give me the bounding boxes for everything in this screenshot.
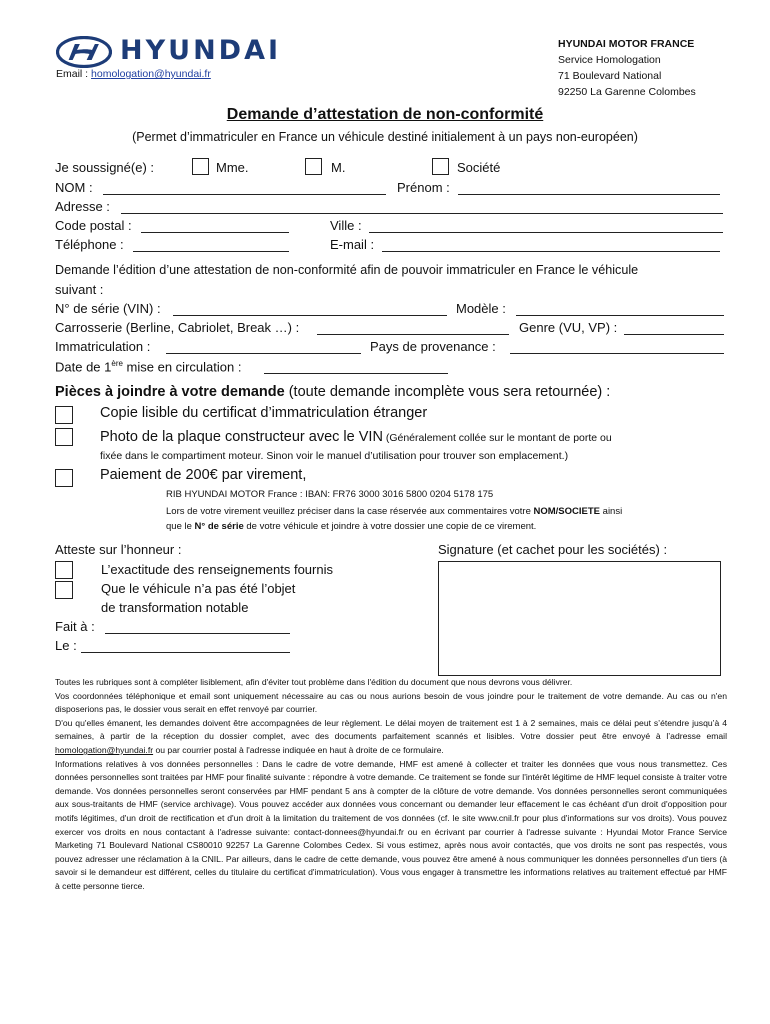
legal-email-link[interactable]: homologation@hyundai.fr bbox=[55, 744, 154, 755]
virement-instructions-2 bbox=[166, 521, 536, 532]
vin-label: N° de série (VIN) : bbox=[55, 301, 161, 316]
atteste-heading: Atteste sur l’honneur : bbox=[55, 542, 182, 557]
paiement-label: Paiement de 200€ par virement, bbox=[100, 467, 307, 483]
email-field-label: E-mail : bbox=[330, 237, 375, 252]
signature-label: Signature (et cachet pour les sociétés) : bbox=[438, 542, 668, 557]
code-postal-label: Code postal : bbox=[55, 218, 132, 233]
legal-p2: Vos coordonnées téléphonique et email sont uniquement nécessaire au cas ou nous aurions besoin de vous joindre pour le traitement de votre demande. Au cas ou n'en disposerions pas, le dossier vous serait en effet renvoyé par courrier. bbox=[55, 690, 727, 715]
m-label: M. bbox=[331, 160, 346, 175]
virement-text-b: ainsi bbox=[600, 506, 623, 517]
header-email bbox=[56, 68, 211, 80]
virement-numero-serie: N° de série bbox=[194, 521, 244, 532]
telephone-field[interactable] bbox=[133, 240, 289, 252]
pieces-heading-rest: (toute demande incomplète vous sera retournée) : bbox=[284, 384, 611, 400]
nom-label: NOM : bbox=[55, 180, 93, 195]
prenom-label: Prénom : bbox=[397, 180, 450, 195]
hyundai-emblem-icon bbox=[56, 36, 112, 68]
immatriculation-field[interactable] bbox=[166, 342, 361, 354]
certificat-checkbox[interactable] bbox=[55, 406, 73, 424]
photo-plaque-text: Photo de la plaque constructeur avec le VIN bbox=[100, 429, 383, 445]
fait-label: Fait à : bbox=[55, 619, 95, 634]
fait-field[interactable] bbox=[105, 622, 290, 634]
certificat-label: Copie lisible du certificat d’immatriculation étranger bbox=[100, 405, 428, 421]
code-postal-field[interactable] bbox=[141, 221, 289, 233]
genre-field[interactable] bbox=[624, 323, 724, 335]
legal-p3a: D'ou qu'elles émanent, les demandes doivent être accompagnées de leur règlement. Le délai moyen de traitement est 1 à 2 semaines, mais ce délai peut s’étendre jusqu’à 4 semaines, à partir de la réception du dossier complet, avec des documents parfaitement scannés et lisibles. Votre dossier peut être envoyé à l’adresse email bbox=[55, 717, 727, 742]
paiement-checkbox[interactable] bbox=[55, 469, 73, 487]
provenance-field[interactable] bbox=[510, 342, 724, 354]
company-city: 92250 La Garenne Colombes bbox=[558, 86, 696, 98]
photo-plaque-label bbox=[100, 428, 612, 446]
exactitude-checkbox[interactable] bbox=[55, 561, 73, 579]
societe-label: Société bbox=[457, 160, 501, 175]
signature-box[interactable] bbox=[438, 561, 721, 676]
legal-p4: Informations relatives à vos données personnelles : Dans le cadre de votre demande, HMF est amené à collecter et traiter les données que vous nous transmettez. Ces données personnelles sont traitées par HMF pour finalité suivante : répondre à votre demande. Ce traitement se fonde sur l'intérêt légitime de HMF lequel consiste à traiter votre demande. Vos données personnelles seront conservées par HMF pendant 5 ans à compter de la clôture de votre demande. Vos données personnelles seront communiquées aux sous-traitants de HMF (service archivage). Vous pouvez accéder aux données vous concernant ou demander leur effacement le cas échéant d'un droit d'opposition pour motifs légitimes, d'un droit de rectification et d'un droit à la limitation du traitement de vos données (cf. le site www.cnil.fr pour plus d'informations sur vos droits). Vous pouvez exercer vos droits en nous contactant à l'adresse suivante: contact-donnees@hyundai.fr ou en écrivant par courrier à l'adresse suivante : Hyundai Motor France Service Marketing 71 Boulevard National CS80010 92257 La Garenne Colombes Cedex. Si vous estimez, après nous avoir contactés, que vos droits ne sont pas respectés, vous pouvez adresser une réclamation à la CNIL. Par ailleurs, dans le cadre de cette demande, vous pouvez être amené à nous communiquer les données personnelles d'un tiers (à savoir si le demandeur est différent, celles du titulaire du certificat d'immatriculation). Vous vous engager à transmettre les informations relatives au traitement effectué par HMF à cette personne tierce. bbox=[55, 758, 727, 891]
photo-plaque-note-line2: fixée dans le compartiment moteur. Sinon voir le manuel d’utilisation pour trouver son emplacement.) bbox=[100, 450, 569, 462]
telephone-label: Téléphone : bbox=[55, 237, 124, 252]
nom-field[interactable] bbox=[103, 183, 386, 195]
brand-wordmark: HYUNDAI bbox=[120, 35, 282, 66]
exactitude-label: L’exactitude des renseignements fournis bbox=[101, 562, 333, 577]
page-subtitle: (Permet d’immatriculer en France un véhicule destiné initialement à un pays non-européen) bbox=[132, 130, 638, 144]
photo-plaque-checkbox[interactable] bbox=[55, 428, 73, 446]
mme-label: Mme. bbox=[216, 160, 249, 175]
mme-checkbox[interactable] bbox=[192, 158, 209, 175]
adresse-label: Adresse : bbox=[55, 199, 110, 214]
modele-label: Modèle : bbox=[456, 301, 506, 316]
immatriculation-label: Immatriculation : bbox=[55, 339, 151, 354]
date-prefix: Date de 1 bbox=[55, 359, 112, 375]
carrosserie-field[interactable] bbox=[317, 323, 509, 335]
company-service: Service Homologation bbox=[558, 54, 661, 66]
carrosserie-label: Carrosserie (Berline, Cabriolet, Break …) : bbox=[55, 320, 300, 335]
legal-notice bbox=[55, 676, 727, 894]
soussigne-label: Je soussigné(e) : bbox=[55, 160, 154, 175]
date-suffix: mise en circulation : bbox=[122, 359, 242, 375]
genre-label: Genre (VU, VP) : bbox=[519, 320, 618, 335]
company-street: 71 Boulevard National bbox=[558, 70, 662, 82]
prenom-field[interactable] bbox=[458, 183, 720, 195]
date-circulation-field[interactable] bbox=[264, 362, 448, 374]
ville-field[interactable] bbox=[369, 221, 723, 233]
virement-text-a: Lors de votre virement veuillez préciser dans la case réservée aux commentaires votre bbox=[166, 506, 534, 517]
pieces-heading-bold: Pièces à joindre à votre demande bbox=[55, 384, 285, 400]
transformation-label-2: de transformation notable bbox=[101, 600, 249, 615]
virement-text-c: que le bbox=[166, 521, 195, 532]
virement-nom-societe: NOM/SOCIETE bbox=[533, 506, 601, 517]
vehicle-intro-line2: suivant : bbox=[55, 282, 104, 297]
page-title: Demande d’attestation de non-conformité bbox=[226, 106, 544, 123]
le-field[interactable] bbox=[81, 641, 290, 653]
transformation-label-1: Que le véhicule n’a pas été l’objet bbox=[101, 581, 296, 596]
email-field[interactable] bbox=[382, 240, 720, 252]
societe-checkbox[interactable] bbox=[432, 158, 449, 175]
rib-text: RIB HYUNDAI MOTOR France : IBAN: FR76 3000 3016 5800 0204 5178 175 bbox=[166, 489, 494, 500]
legal-p1: Toutes les rubriques sont à compléter lisiblement, afin d'éviter tout problème dans l'édition du document que nous devrons vous délivrer. bbox=[55, 677, 573, 687]
vehicle-intro-line1: Demande l’édition d’une attestation de non-conformité afin de pouvoir immatriculer en France le véhicule bbox=[55, 263, 639, 277]
virement-text-d: de votre véhicule et joindre à votre dossier une copie de ce virement. bbox=[243, 521, 537, 532]
company-name: HYUNDAI MOTOR FRANCE bbox=[558, 38, 695, 50]
virement-instructions-1 bbox=[166, 506, 622, 517]
m-checkbox[interactable] bbox=[305, 158, 322, 175]
adresse-field[interactable] bbox=[121, 202, 723, 214]
provenance-label: Pays de provenance : bbox=[370, 339, 496, 354]
vin-field[interactable] bbox=[173, 304, 447, 316]
date-sup: ère bbox=[111, 359, 123, 368]
modele-field[interactable] bbox=[516, 304, 724, 316]
homologation-email-link[interactable]: homologation@hyundai.fr bbox=[91, 68, 211, 80]
pieces-heading bbox=[55, 384, 610, 400]
email-label: Email : bbox=[56, 68, 89, 80]
transformation-checkbox[interactable] bbox=[55, 581, 73, 599]
le-label: Le : bbox=[55, 638, 77, 653]
ville-label: Ville : bbox=[330, 218, 362, 233]
company-address bbox=[558, 36, 696, 100]
legal-p3b: ou par courrier postal à l'adresse indiquée en haut à droite de ce formulaire. bbox=[153, 744, 444, 755]
date-circulation-label bbox=[55, 359, 241, 374]
photo-plaque-note: (Généralement collée sur le montant de porte ou bbox=[382, 432, 612, 444]
legal-p3 bbox=[55, 717, 727, 758]
